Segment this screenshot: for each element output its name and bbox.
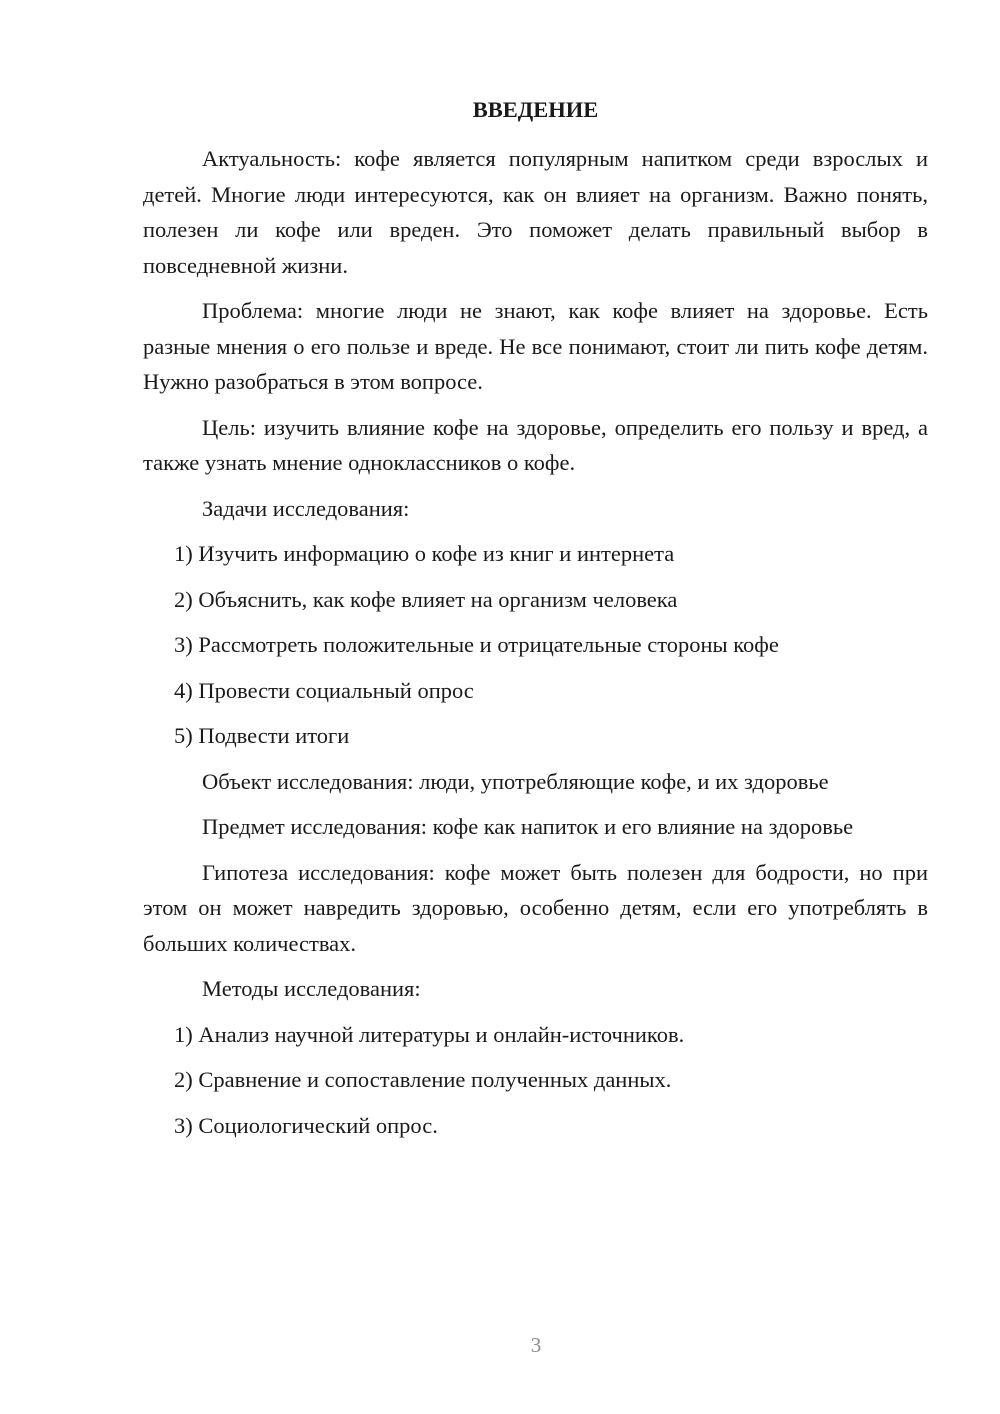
page-number: 3 (530, 1333, 542, 1357)
list-item: 1) Изучить информацию о кофе из книг и интернета (174, 541, 675, 566)
list-item: 5) Подвести итоги (174, 723, 350, 748)
object-paragraph: Объект исследования: люди, употребляющие кофе, и их здоровье (202, 768, 829, 794)
hypothesis-paragraph: Гипотеза исследования: кофе может быть полезен для бодрости, но при этом он может навредить здоровью, особенно детям, если его употреблять в больших количествах. (143, 859, 928, 956)
methods-list (143, 1017, 928, 1144)
list-item: 2) Объяснить, как кофе влияет на организм человека (174, 586, 678, 612)
methods-heading: Методы исследования: (202, 976, 421, 1001)
problem-paragraph: Проблема: многие люди не знают, как кофе влияет на здоровье. Есть разные мнения о его пользе и вреде. Не все понимают, стоит ли пить кофе детям. Нужно разобраться в этом вопросе. (143, 298, 928, 394)
list-item: 3) Рассмотреть положительные и отрицательные стороны кофе (174, 632, 779, 657)
list-item: 4) Провести социальный опрос (174, 677, 474, 703)
tasks-heading: Задачи исследования: (202, 495, 410, 521)
subject-paragraph: Предмет исследования: кофе как напиток и его влияние на здоровье (202, 814, 854, 839)
relevance-paragraph: Актуальность: кофе является популярным напитком среди взрослых и детей. Многие люди интересуются, как он влияет на организм. Важно понять, полезен ли кофе или вреден. Это поможет делать правильный выбор в повседневной жизни. (143, 146, 928, 278)
page-title: ВВЕДЕНИЕ (472, 97, 599, 122)
list-item: 2) Сравнение и сопоставление полученных данных. (174, 1067, 672, 1092)
tasks-list (143, 536, 928, 754)
list-item: 3) Социологический опрос. (174, 1112, 438, 1138)
page-body (143, 95, 928, 1153)
list-item: 1) Анализ научной литературы и онлайн-источников. (174, 1021, 685, 1047)
goal-paragraph: Цель: изучить влияние кофе на здоровье, определить его пользу и вред, а также узнать мнение одноклассников о кофе. (143, 414, 928, 475)
